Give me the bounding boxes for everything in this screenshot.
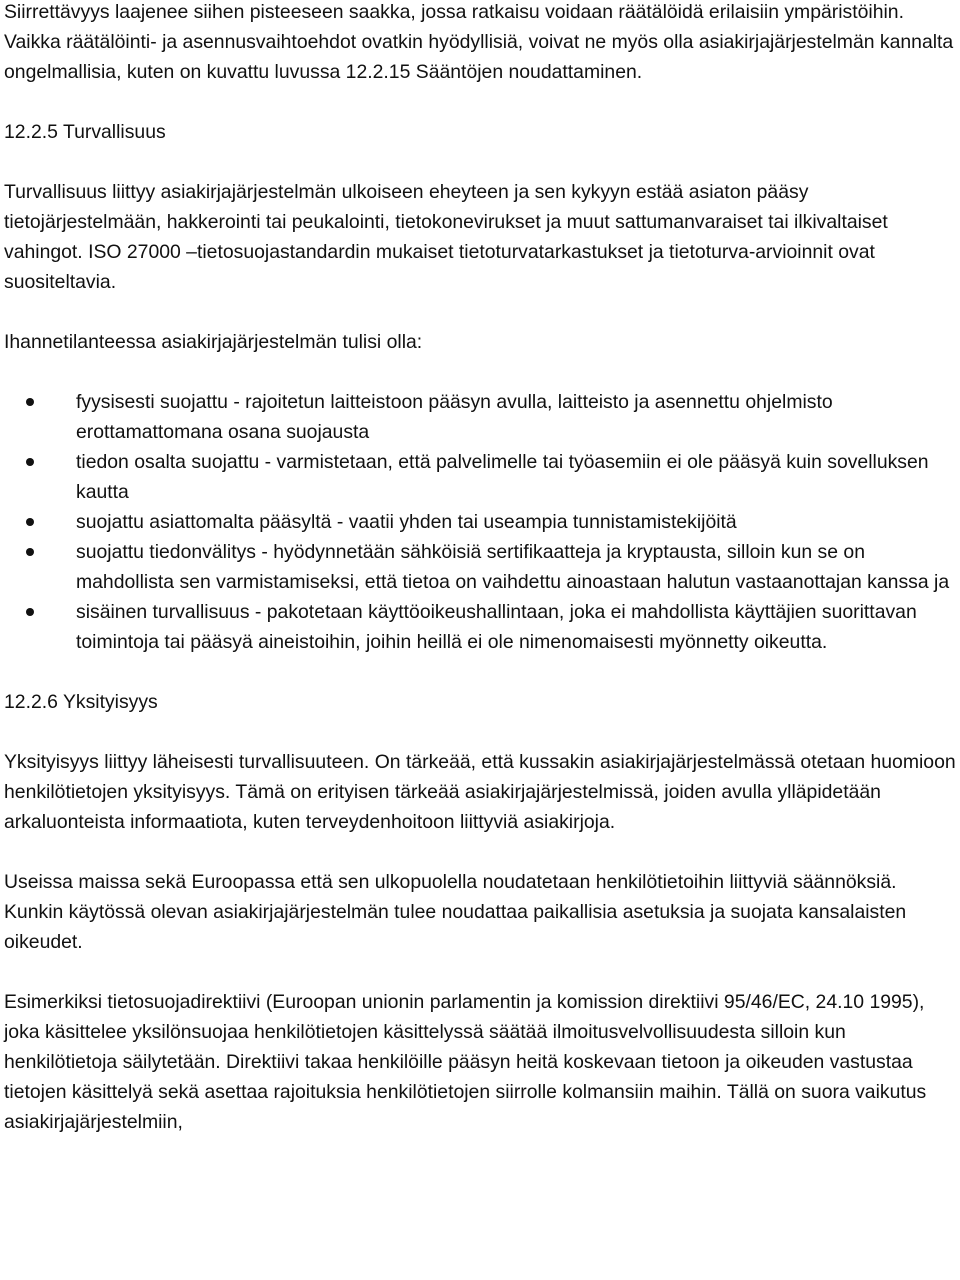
- list-item: [4, 387, 956, 447]
- bullet-icon: [26, 608, 34, 616]
- bullet-icon: [26, 458, 34, 466]
- privacy-paragraph: Useissa maissa sekä Euroopassa että sen ulkopuolella noudatetaan henkilötietoihin liittyviä säännöksiä. Kunkin käytössä olevan asiakirjajärjestelmän tulee noudattaa paikallisia asetuksia ja suojata kansalaisten oikeudet.: [4, 871, 907, 953]
- list-item-text: fyysisesti suojattu - rajoitetun laitteistoon pääsyn avulla, laitteisto ja asennettu ohjelmisto erottamattomana osana suojausta: [76, 391, 833, 443]
- list-item: [4, 447, 956, 507]
- list-item-text: tiedon osalta suojattu - varmistetaan, että palvelimelle tai työasemiin ei ole pääsyä kuin sovelluksen kautta: [76, 451, 929, 503]
- list-item: [4, 597, 956, 657]
- section-heading-security: 12.2.5 Turvallisuus: [4, 121, 166, 143]
- security-requirements-list: [4, 387, 956, 657]
- security-list-lead: Ihannetilanteessa asiakirjajärjestelmän tulisi olla:: [4, 331, 423, 353]
- section-heading-privacy: 12.2.6 Yksityisyys: [4, 691, 158, 713]
- list-item-text: suojattu asiattomalta pääsyltä - vaatii yhden tai useampia tunnistamistekijöitä: [76, 511, 737, 533]
- bullet-icon: [26, 548, 34, 556]
- privacy-paragraph: Esimerkiksi tietosuojadirektiivi (Euroopan unionin parlamentin ja komission direktiivi 95/46/EC, 24.10 1995), joka käsittelee yksilönsuojaa henkilötietojen käsittelyssä säätää ilmoitusvelvollisuudesta silloin kun henkilötietoja säilytetään. Direktiivi takaa henkilöille pääsyn heitä koskevaan tietoon ja oikeuden vastustaa tietojen käsittelyä sekä asettaa rajoituksia henkilötietojen siirrolle kolmansiin maihin. Tällä on suora vaikutus asiakirjajärjestelmiin,: [4, 991, 927, 1133]
- list-item: [4, 537, 956, 597]
- list-item-text: suojattu tiedonvälitys - hyödynnetään sähköisiä sertifikaatteja ja kryptausta, silloin kun se on mahdollista sen varmistamiseksi, että tietoa on vaihdettu ainoastaan halutun vastaanottajan kanssa ja: [76, 541, 950, 593]
- list-item: [4, 507, 956, 537]
- security-paragraph: Turvallisuus liittyy asiakirjajärjestelmän ulkoiseen eheyteen ja sen kykyyn estää asiaton pääsy tietojärjestelmään, hakkerointi tai peukalointi, tietokonevirukset ja muut sattumanvaraiset tai ilkivaltaiset vahingot. ISO 27000 –tietosuojastandardin mukaiset tietoturvatarkastukset ja tietoturva-arvioinnit ovat suositeltavia.: [4, 181, 888, 293]
- bullet-icon: [26, 518, 34, 526]
- privacy-paragraph: Yksityisyys liittyy läheisesti turvallisuuteen. On tärkeää, että kussakin asiakirjajärjestelmässä otetaan huomioon henkilötietojen yksityisyys. Tämä on erityisen tärkeää asiakirjajärjestelmissä, joiden avulla ylläpidetään arkaluonteista informaatiota, kuten terveydenhoitoon liittyviä asiakirjoja.: [4, 751, 956, 833]
- list-item-text: sisäinen turvallisuus - pakotetaan käyttöoikeushallintaan, joka ei mahdollista käyttäjien suorittavan toimintoja tai pääsyä aineistoihin, joihin heillä ei ole nimenomaisesti myönnetty oikeutta.: [76, 601, 917, 653]
- bullet-icon: [26, 398, 34, 406]
- document-page: [4, 0, 956, 1167]
- intro-paragraph: Siirrettävyys laajenee siihen pisteeseen saakka, jossa ratkaisu voidaan räätälöidä erilaisiin ympäristöihin. Vaikka räätälöinti- ja asennusvaihtoehdot ovatkin hyödyllisiä, voivat ne myös olla asiakirjajärjestelmän kannalta ongelmallisia, kuten on kuvattu luvussa 12.2.15 Sääntöjen noudattaminen.: [4, 1, 954, 83]
